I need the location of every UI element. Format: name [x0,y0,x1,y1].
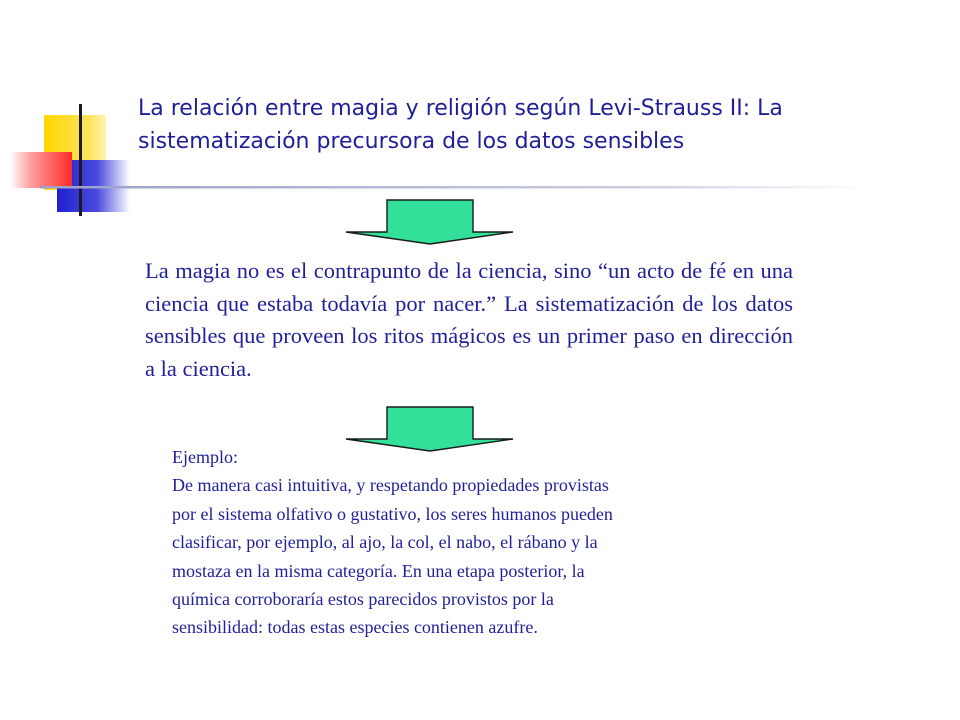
slide-title-line-1: La relación entre magia y religión según Levi-Strauss II: La [138,96,783,121]
deco-red-square [10,152,72,188]
slide-title-line-2: sistematización precursora de los datos sensibles [138,129,685,154]
example-line: por el sistema olfativo o gustativo, los seres humanos pueden [172,503,613,524]
slide-title [138,92,898,158]
deco-horizontal-rule [40,186,870,189]
example-line: sensibilidad: todas estas especies contienen azufre. [172,617,538,638]
main-paragraph: La magia no es el contrapunto de la ciencia, sino “un acto de fé en una ciencia que estaba todavía por nacer.” La sistematización de los datos sensibles que proveen los ritos mágicos es un primer paso en dirección a la ciencia. [145,258,793,381]
example-line: química corroboraría estos parecidos provistos por la [172,589,554,610]
example-line: De manera casi intuitiva, y respetando propiedades provistas [172,475,609,496]
example-line: clasificar, por ejemplo, al ajo, la col, el nabo, el rábano y la [172,532,598,553]
down-arrow-icon [343,199,516,245]
deco-vertical-rule [79,104,82,216]
example-line: mostaza en la misma categoría. En una etapa posterior, la [172,560,585,581]
example-block [172,443,772,642]
example-heading: Ejemplo: [172,447,238,467]
